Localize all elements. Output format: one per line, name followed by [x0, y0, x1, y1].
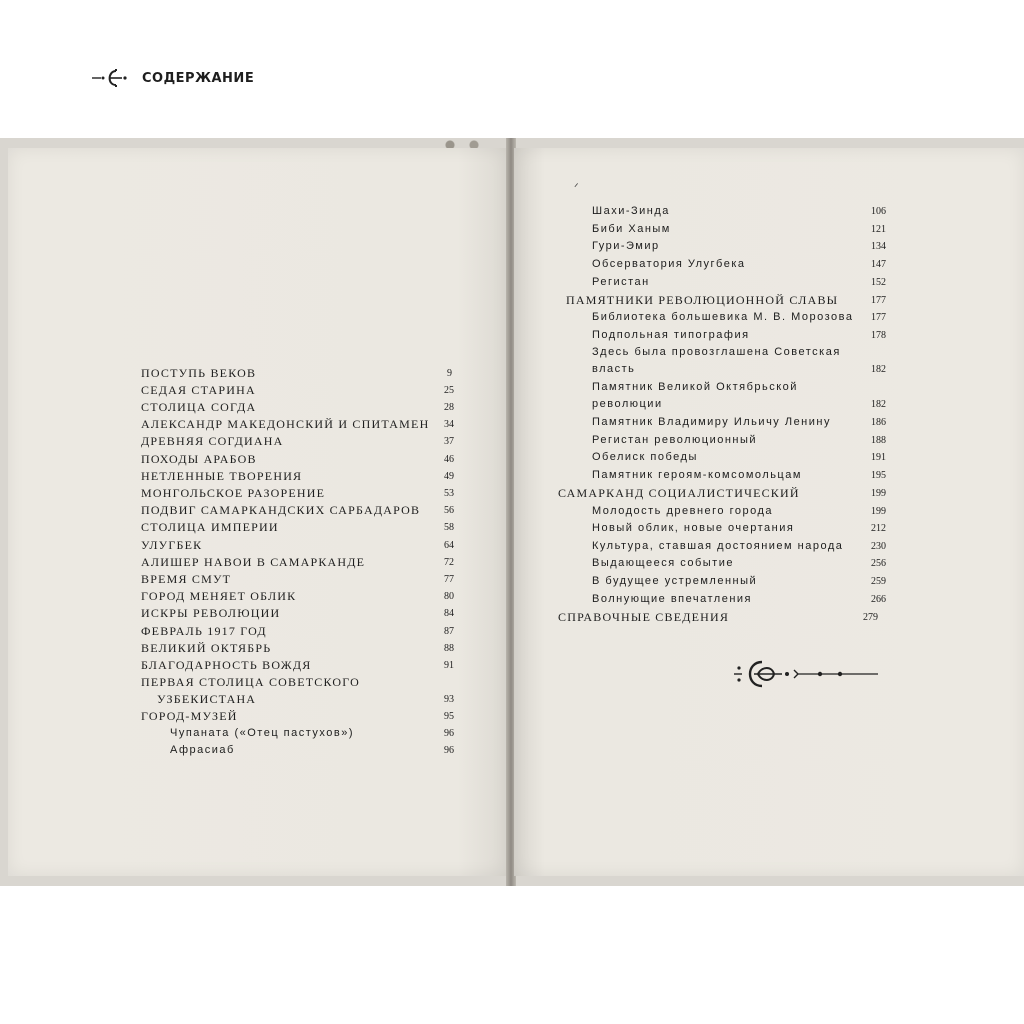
toc-subentry: Памятник Владимиру Ильичу Ленину 186 [592, 416, 886, 428]
toc-entry: САМАРКАНД СОЦИАЛИСТИЧЕСКИЙ 199 [558, 486, 886, 500]
toc-subentry: Молодость древнего города 199 [592, 505, 886, 517]
toc-entry: УЛУГБЕК 64 [141, 538, 454, 552]
toc-entry: ПЕРВАЯ СТОЛИЦА СОВЕТСКОГО [141, 675, 360, 689]
toc-entry: ГОРОД-МУЗЕЙ 95 [141, 709, 454, 723]
toc-subentry: Волнующие впечатления 266 [592, 593, 886, 605]
heading-ornament-icon [92, 67, 132, 89]
toc-entry: СТОЛИЦА СОГДА 28 [141, 400, 454, 414]
toc-subentry: Обелиск победы 191 [592, 451, 886, 463]
toc-subentry: Выдающееся событие 256 [592, 557, 886, 569]
toc-entry: АЛЕКСАНДР МАКЕДОНСКИЙ И СПИТАМЕН 34 [141, 417, 454, 431]
toc-subentry: Регистан революционный 188 [592, 434, 886, 446]
toc-subentry: революции 182 [592, 398, 886, 410]
toc-subentry: Здесь была провозглашена Советская [592, 346, 841, 358]
toc-subentry: Новый облик, новые очертания 212 [592, 522, 886, 534]
toc-entry: СПРАВОЧНЫЕ СВЕДЕНИЯ 279 [558, 610, 878, 624]
toc-subentry: В будущее устремленный 259 [592, 575, 886, 587]
toc-subentry: власть 182 [592, 363, 886, 375]
toc-entry: ГОРОД МЕНЯЕТ ОБЛИК 80 [141, 589, 454, 603]
toc-entry: ВРЕМЯ СМУТ 77 [141, 572, 454, 586]
toc-entry: ПАМЯТНИКИ РЕВОЛЮЦИОННОЙ СЛАВЫ 177 [566, 293, 886, 307]
toc-entry: ПОСТУПЬ ВЕКОВ 9 [141, 366, 452, 380]
toc-entry: ПОДВИГ САМАРКАНДСКИХ САРБАДАРОВ 56 [141, 503, 454, 517]
toc-entry: ФЕВРАЛЬ 1917 ГОД 87 [141, 624, 454, 638]
toc-subentry: Подпольная типография 178 [592, 329, 886, 341]
toc-subentry: Регистан 152 [592, 276, 886, 288]
toc-subentry: Чупаната («Отец пастухов») 96 [170, 727, 454, 739]
toc-entry: БЛАГОДАРНОСТЬ ВОЖДЯ 91 [141, 658, 454, 672]
end-ornament-icon [732, 658, 882, 690]
toc-subentry: Памятник Великой Октябрьской [592, 381, 798, 393]
toc-subentry: Биби Ханым 121 [592, 223, 886, 235]
toc-entry: УЗБЕКИСТАНА 93 [157, 692, 454, 706]
toc-entry: ПОХОДЫ АРАБОВ 46 [141, 452, 454, 466]
contents-heading [92, 67, 254, 89]
toc-subentry: Афрасиаб 96 [170, 744, 454, 756]
toc-subentry: Памятник героям-комсомольцам 195 [592, 469, 886, 481]
toc-entry: ИСКРЫ РЕВОЛЮЦИИ 84 [141, 606, 454, 620]
toc-entry: МОНГОЛЬСКОЕ РАЗОРЕНИЕ 53 [141, 486, 454, 500]
toc-subentry: Гури-Эмир 134 [592, 240, 886, 252]
toc-subentry: Библиотека большевика М. В. Морозова 177 [592, 311, 886, 323]
toc-subentry: Обсерватория Улугбека 147 [592, 258, 886, 270]
toc-entry: ВЕЛИКИЙ ОКТЯБРЬ 88 [141, 641, 454, 655]
toc-entry: СТОЛИЦА ИМПЕРИИ 58 [141, 520, 454, 534]
page-mark: ᐟ [574, 182, 579, 194]
toc-entry: НЕТЛЕННЫЕ ТВОРЕНИЯ 49 [141, 469, 454, 483]
toc-subentry: Шахи-Зинда 106 [592, 205, 886, 217]
toc-entry: СЕДАЯ СТАРИНА 25 [141, 383, 454, 397]
page-title: СОДЕРЖАНИЕ [142, 70, 255, 86]
toc-entry: АЛИШЕР НАВОИ В САМАРКАНДЕ 72 [141, 555, 454, 569]
toc-subentry: Культура, ставшая достоянием народа 230 [592, 540, 886, 552]
toc-entry: ДРЕВНЯЯ СОГДИАНА 37 [141, 434, 454, 448]
